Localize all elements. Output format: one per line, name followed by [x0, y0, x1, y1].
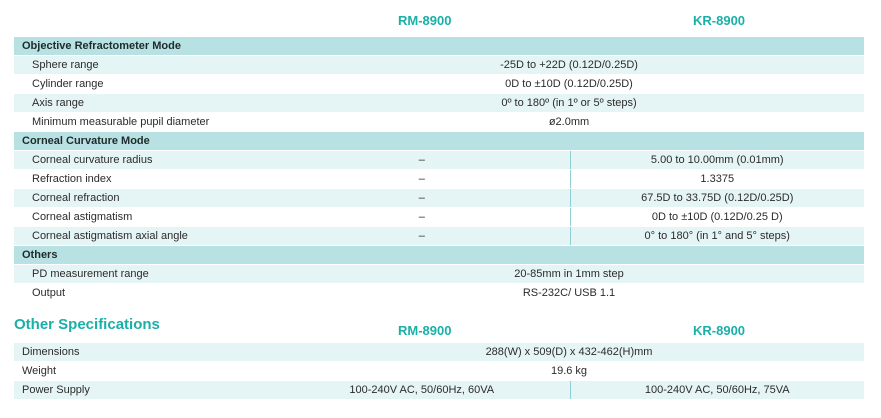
spec-label: Sphere range	[14, 56, 274, 75]
spec-value: 19.6 kg	[274, 362, 864, 381]
other-row-dimensions	[14, 343, 864, 362]
kr-value: 0D to ±10D (0.12D/0.25 D)	[570, 208, 864, 227]
other-specifications-title: Other Specifications	[14, 316, 160, 333]
spec-label: Weight	[14, 362, 274, 381]
spec-row-output	[14, 284, 864, 303]
section-label: Others	[14, 246, 864, 265]
spec-row-corneal-astigmatism-axial-angle	[14, 227, 864, 246]
spec-value: 288(W) x 509(D) x 432-462(H)mm	[274, 343, 864, 362]
spec-row-corneal-refraction	[14, 189, 864, 208]
spec-label: PD measurement range	[14, 265, 274, 284]
other-row-weight	[14, 362, 864, 381]
section-label: Objective Refractometer Mode	[14, 37, 864, 56]
kr-value: 1.3375	[570, 170, 864, 189]
spec-value: 0º to 180º (in 1º or 5º steps)	[274, 94, 864, 113]
spec-label: Minimum measurable pupil diameter	[14, 113, 274, 132]
spec-label: Output	[14, 284, 274, 303]
spec-label: Power Supply	[14, 381, 274, 400]
spec-row-sphere-range	[14, 56, 864, 75]
spec-row-axis-range	[14, 94, 864, 113]
kr-value: 100-240V AC, 50/60Hz, 75VA	[570, 381, 864, 400]
other-specifications-table	[14, 343, 864, 400]
section-others	[14, 246, 864, 265]
section-objective-refractometer	[14, 37, 864, 56]
rm-value: –	[274, 208, 570, 227]
kr-value: 5.00 to 10.00mm (0.01mm)	[570, 151, 864, 170]
rm-value: –	[274, 151, 570, 170]
spec-value: 0D to ±10D (0.12D/0.25D)	[274, 75, 864, 94]
spec-label: Corneal astigmatism axial angle	[14, 227, 274, 246]
other-kr-8900-column-header: KR-8900	[693, 323, 746, 338]
spec-value: ø2.0mm	[274, 113, 864, 132]
spec-label: Cylinder range	[14, 75, 274, 94]
other-row-power-supply	[14, 381, 864, 400]
kr-value: 0° to 180° (in 1° and 5° steps)	[570, 227, 864, 246]
spec-row-corneal-astigmatism	[14, 208, 864, 227]
rm-8900-column-header: RM-8900	[398, 13, 452, 28]
spec-label: Corneal curvature radius	[14, 151, 274, 170]
spec-label: Refraction index	[14, 170, 274, 189]
rm-value: –	[274, 227, 570, 246]
spec-label: Dimensions	[14, 343, 274, 362]
spec-label: Corneal refraction	[14, 189, 274, 208]
spec-row-corneal-curvature-radius	[14, 151, 864, 170]
section-corneal-curvature	[14, 132, 864, 151]
kr-value: 67.5D to 33.75D (0.12D/0.25D)	[570, 189, 864, 208]
spec-row-refraction-index	[14, 170, 864, 189]
kr-8900-column-header: KR-8900	[693, 13, 746, 28]
spec-row-pd-measurement-range	[14, 265, 864, 284]
spec-value: RS-232C/ USB 1.1	[274, 284, 864, 303]
spec-label: Corneal astigmatism	[14, 208, 274, 227]
spec-row-min-pupil-diameter	[14, 113, 864, 132]
spec-value: -25D to +22D (0.12D/0.25D)	[274, 56, 864, 75]
rm-value: –	[274, 189, 570, 208]
rm-value: –	[274, 170, 570, 189]
spec-label: Axis range	[14, 94, 274, 113]
spec-value: 20-85mm in 1mm step	[274, 265, 864, 284]
other-rm-8900-column-header: RM-8900	[398, 323, 452, 338]
section-label: Corneal Curvature Mode	[14, 132, 864, 151]
specifications-table	[14, 37, 864, 303]
spec-row-cylinder-range	[14, 75, 864, 94]
rm-value: 100-240V AC, 50/60Hz, 60VA	[274, 381, 570, 400]
